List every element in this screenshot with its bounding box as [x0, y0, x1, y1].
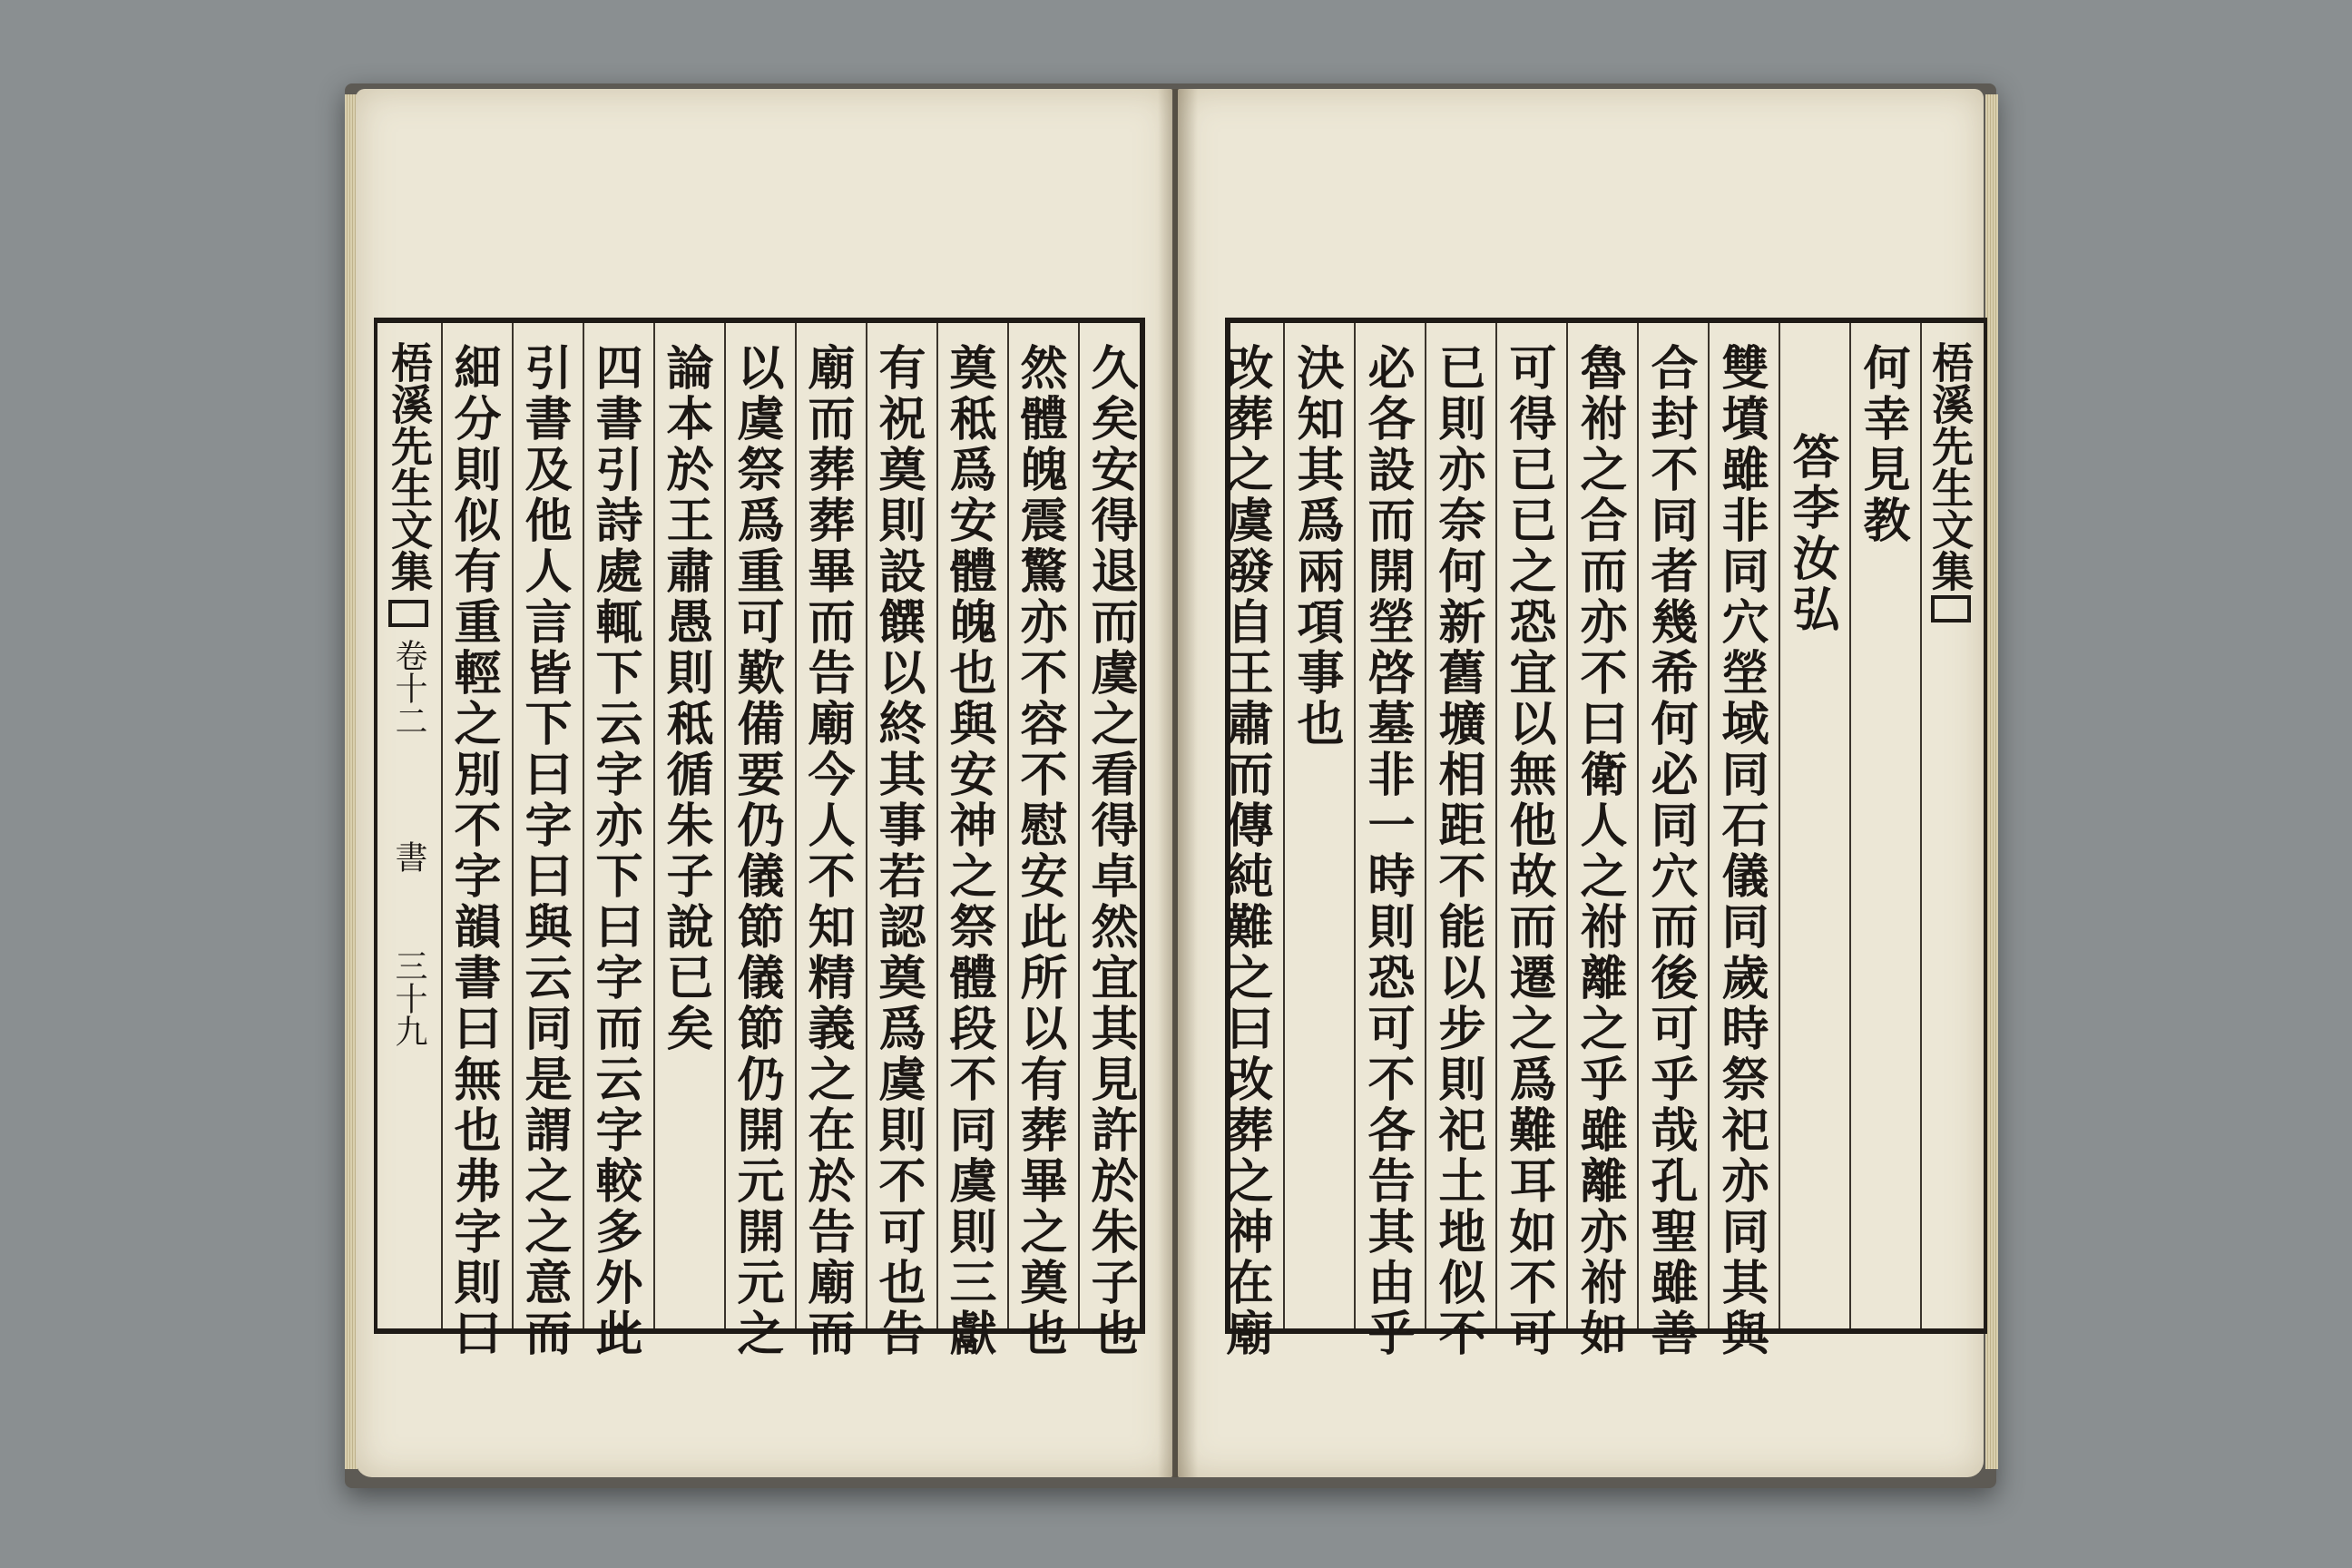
column-rule	[1425, 323, 1426, 1328]
text-column: 可得已已之恐宜以無他故而遷之爲難耳如不可	[1501, 343, 1556, 1359]
left-margin-title: 梧溪先生文集	[385, 341, 434, 592]
column-rule	[1849, 323, 1851, 1328]
margin-rule	[441, 323, 443, 1328]
text-column: 已則亦奈何新舊壙相距不能以步則祀土地似不	[1430, 343, 1485, 1359]
text-column: 細分則似有重輕之別不字韻書曰無也弗字則曰	[446, 343, 501, 1359]
left-page-text-frame	[374, 318, 1145, 1359]
text-column: 四書引詩處輒下云字亦下曰字而云字較多外此	[587, 343, 642, 1359]
left-margin-volume: 卷十二	[390, 639, 427, 737]
column-rule	[724, 323, 726, 1328]
right-page-text-frame	[1218, 318, 1987, 1359]
text-column: 久矣安得退而虞之看得卓然宜其見許於朱子也	[1083, 343, 1138, 1359]
column-rule	[1078, 323, 1080, 1328]
column-rule	[936, 323, 938, 1328]
text-column: 雙墳雖非同穴塋域同石儀同歲時祭祀亦同其與	[1713, 343, 1769, 1359]
text-column: 何幸見教	[1855, 343, 1910, 546]
column-rule	[1495, 323, 1497, 1328]
column-rule	[1779, 323, 1780, 1328]
fishtail-mark	[388, 600, 428, 627]
column-rule	[653, 323, 655, 1328]
right-margin-title: 梧溪先生文集	[1926, 341, 1975, 592]
left-margin-section: 書	[390, 840, 427, 873]
fishtail-mark	[1931, 595, 1971, 622]
left-margin-page-number: 三十九	[390, 949, 427, 1047]
book-gutter	[1158, 89, 1198, 1477]
text-column: 然體魄震驚亦不容不慰安此所以有葬畢之奠也	[1012, 343, 1067, 1359]
column-rule	[583, 323, 584, 1328]
column-rule	[1566, 323, 1568, 1328]
text-column: 引書及他人言皆下曰字曰與云同是謂之之意而	[516, 343, 572, 1359]
right-page-edges	[1985, 94, 1998, 1469]
column-rule	[795, 323, 797, 1328]
margin-rule	[1920, 323, 1922, 1328]
column-rule	[866, 323, 867, 1328]
column-rule	[1637, 323, 1639, 1328]
column-rule	[512, 323, 514, 1328]
column-rule	[1283, 323, 1285, 1328]
text-column: 有祝奠則設饌以終其事若認奠爲虞則不可也告	[870, 343, 926, 1359]
text-column: 以虞祭爲重可歎備要仍儀節儀節仍開元開元之	[729, 343, 784, 1359]
column-rule	[1007, 323, 1009, 1328]
text-column: 論本於王肅愚則秪循朱子說已矣	[658, 343, 713, 1054]
column-rule	[1354, 323, 1356, 1328]
text-column: 改葬之虞發自王肅而傳純難之曰改葬之神在廟	[1218, 343, 1273, 1359]
text-column: 魯祔之合而亦不曰衛人之祔離之乎雖離亦祔如	[1572, 343, 1627, 1359]
text-column: 奠秪爲安體魄也與安神之祭體段不同虞則三獻	[941, 343, 996, 1359]
text-column: 必各設而開塋啓墓非一時則恐可不各告其由乎	[1359, 343, 1415, 1359]
column-rule	[1708, 323, 1710, 1328]
text-column: 廟而葬葬畢而告廟今人不知精義之在於告廟而	[799, 343, 855, 1359]
text-column: 決知其爲兩項事也	[1289, 343, 1344, 750]
text-column: 合封不同者幾希何必同穴而後可乎哉孔聖雖善	[1642, 343, 1698, 1359]
letter-heading: 答李汝弘	[1784, 432, 1839, 635]
